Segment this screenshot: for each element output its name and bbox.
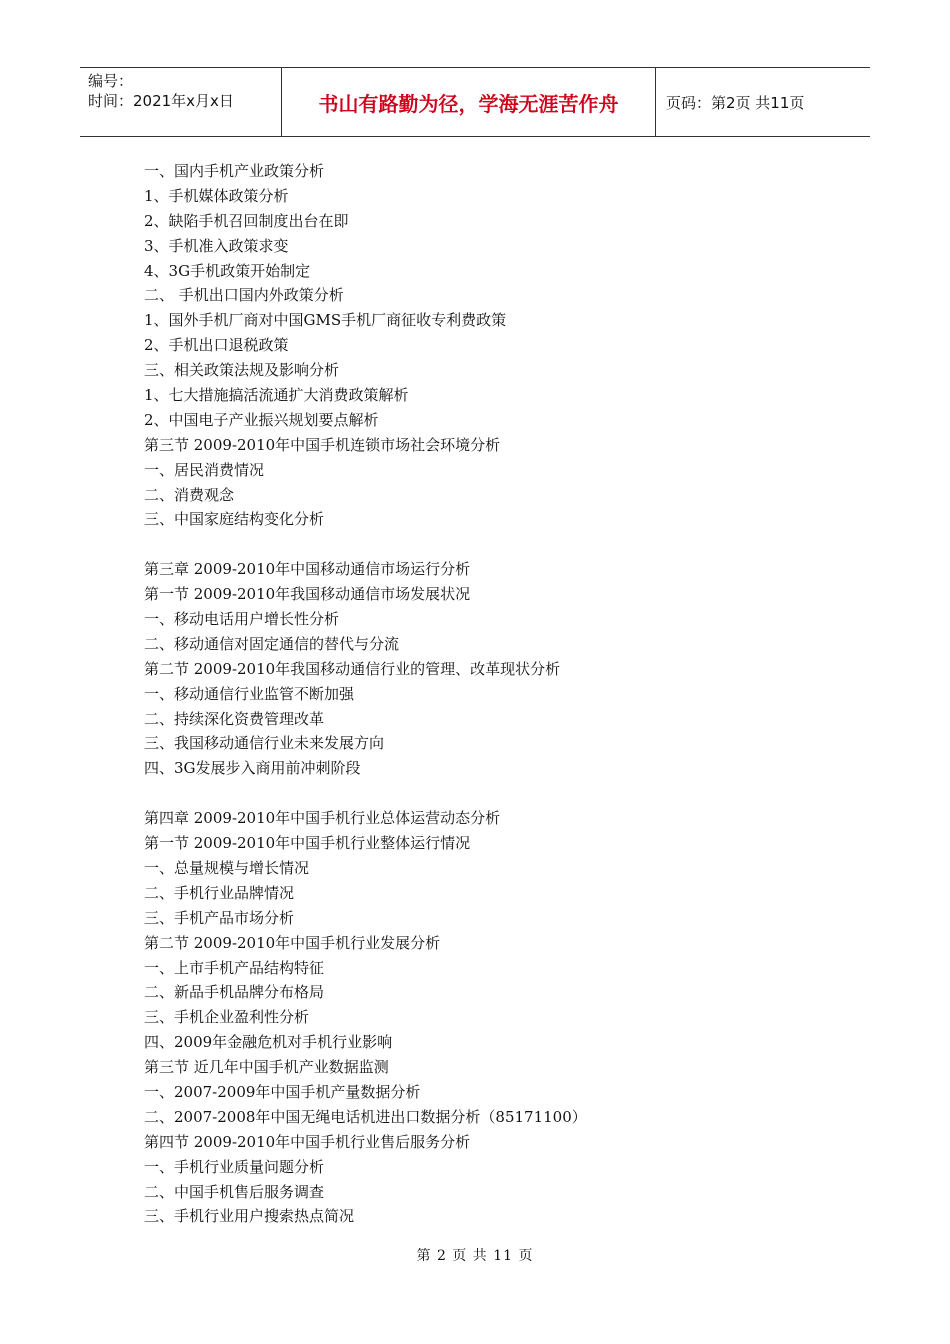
toc-item: 二、新品手机品牌分布格局: [144, 983, 325, 1002]
toc-item: 2、缺陷手机召回制度出台在即: [144, 211, 349, 230]
toc-item: 1、七大措施搞活流通扩大消费政策解析: [144, 386, 409, 405]
toc-item: 三、手机企业盈利性分析: [144, 1008, 310, 1027]
toc-item: 二、2007-2008年中国无绳电话机进出口数据分析（85171100）: [144, 1107, 587, 1126]
toc-item: 1、手机媒体政策分析: [144, 186, 289, 205]
page-footer: 第 2 页 共 11 页: [416, 1248, 534, 1264]
toc-item: 2、中国电子产业振兴规划要点解析: [144, 410, 379, 429]
toc-item: 二、消费观念: [144, 485, 235, 504]
document-date: 时间：2021年x月x日: [88, 92, 234, 110]
page-header: [80, 67, 870, 137]
toc-item: 第二节 2009-2010年我国移动通信行业的管理、改革现状分析: [144, 659, 561, 678]
header-meta: [80, 68, 282, 136]
toc-item: 二、 手机出口国内外政策分析: [144, 286, 344, 305]
toc-item: 二、中国手机售后服务调查: [144, 1182, 325, 1201]
toc-item: 第一节 2009-2010年中国手机行业整体运行情况: [144, 834, 471, 853]
header-page-number: 页码：第2页 共11页: [666, 93, 805, 112]
toc-item: 一、国内手机产业政策分析: [144, 162, 325, 180]
header-motto: 书山有路勤为径，学海无涯苦作舟: [282, 68, 656, 136]
toc-item: 二、移动通信对固定通信的替代与分流: [144, 634, 400, 653]
toc-item: 第三章 2009-2010年中国移动通信市场运行分析: [144, 560, 471, 579]
toc-item: 三、手机产品市场分析: [144, 908, 295, 927]
toc-item: 3、手机准入政策求变: [144, 236, 289, 255]
toc-item: 一、移动通信行业监管不断加强: [144, 684, 355, 703]
toc-item: 三、我国移动通信行业未来发展方向: [144, 734, 385, 753]
toc-item: 第二节 2009-2010年中国手机行业发展分析: [144, 933, 441, 952]
blank-line: [144, 532, 844, 557]
toc-item: 三、相关政策法规及影响分析: [144, 361, 340, 380]
toc-item: 1、国外手机厂商对中国GMS手机厂商征收专利费政策: [144, 311, 507, 330]
toc-item: 一、上市手机产品结构特征: [144, 958, 325, 977]
table-of-contents: [144, 159, 844, 1229]
toc-item: 第一节 2009-2010年我国移动通信市场发展状况: [144, 585, 471, 604]
toc-item: 2、手机出口退税政策: [144, 336, 289, 355]
toc-item: 二、持续深化资费管理改革: [144, 709, 325, 728]
toc-item: 一、移动电话用户增长性分析: [144, 610, 340, 629]
toc-item: 二、手机行业品牌情况: [144, 883, 295, 902]
toc-item: 一、总量规模与增长情况: [144, 858, 310, 877]
toc-item: 第四章 2009-2010年中国手机行业总体运营动态分析: [144, 809, 501, 828]
document-number: 编号：: [88, 72, 134, 90]
toc-item: 一、2007-2009年中国手机产量数据分析: [144, 1082, 421, 1101]
toc-item: 第三节 近几年中国手机产业数据监测: [144, 1058, 389, 1077]
toc-item: 一、居民消费情况: [144, 460, 265, 479]
toc-item: 第三节 2009-2010年中国手机连锁市场社会环境分析: [144, 435, 501, 454]
toc-item: 三、中国家庭结构变化分析: [144, 510, 325, 529]
toc-item: 四、3G发展步入商用前冲刺阶段: [144, 759, 361, 778]
toc-item: 三、手机行业用户搜索热点简况: [144, 1207, 355, 1226]
toc-item: 四、2009年金融危机对手机行业影响: [144, 1033, 393, 1052]
toc-item: 一、手机行业质量问题分析: [144, 1157, 325, 1176]
toc-item: 第四节 2009-2010年中国手机行业售后服务分析: [144, 1132, 471, 1151]
toc-item: 4、3G手机政策开始制定: [144, 261, 311, 280]
blank-line: [144, 781, 844, 806]
